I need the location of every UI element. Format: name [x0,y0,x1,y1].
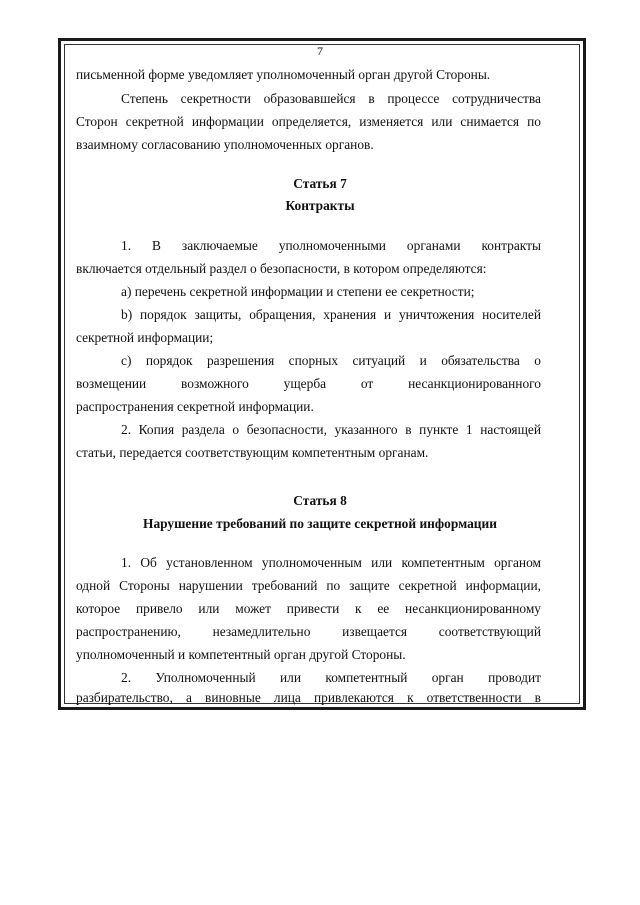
text-line: a) перечень секретной информации и степени ее секретности; [121,284,475,299]
text-line: Сторон секретной информации определяется, изменяется или снимается по [76,114,541,129]
text-line: 1. Об установленном уполномоченным или компетентным органом [121,555,541,570]
article-8-title: Нарушение требований по защите секретной информации [143,516,497,531]
text-line: включается отдельный раздел о безопасности, в котором определяются: [76,261,487,276]
text-line: возмещении возможного ущерба от несанкционированного [76,376,541,391]
text-line: 1. В заключаемые уполномоченными органами контракты [121,238,541,253]
text-line: b) порядок защиты, обращения, хранения и уничтожения носителей [121,307,541,322]
article-8-number: Статья 8 [293,493,347,508]
text-line: письменной форме уведомляет уполномоченный орган другой Стороны. [76,67,491,82]
article-7-number: Статья 7 [293,176,347,191]
page-number: 7 [317,44,323,58]
text-line: статьи, передается соответствующим компетентным органам. [76,445,429,460]
text-line: 2. Уполномоченный или компетентный орган проводит [121,670,541,685]
text-line: секретной информации; [76,330,214,345]
text-line: которое привело или может привести к ее несанкционированному [76,601,541,616]
text-line: 2. Копия раздела о безопасности, указанного в пункте 1 настоящей [121,422,541,437]
text-line: уполномоченный и компетентный орган другой Стороны. [76,647,406,662]
text-line: одной Стороны нарушении требований по защите секретной информации, [76,578,541,593]
article-7-title: Контракты [285,198,355,213]
text-line: разбирательство, а виновные лица привлекаются к ответственности в [76,690,541,705]
text-line: распространения секретной информации. [76,399,314,414]
text-line: распространению, незамедлительно извещается соответствующий [76,624,541,639]
text-line: взаимному согласованию уполномоченных органов. [76,137,374,152]
text-line: Степень секретности образовавшейся в процессе сотрудничества [121,91,541,106]
text-line: c) порядок разрешения спорных ситуаций и обязательства о [121,353,541,368]
